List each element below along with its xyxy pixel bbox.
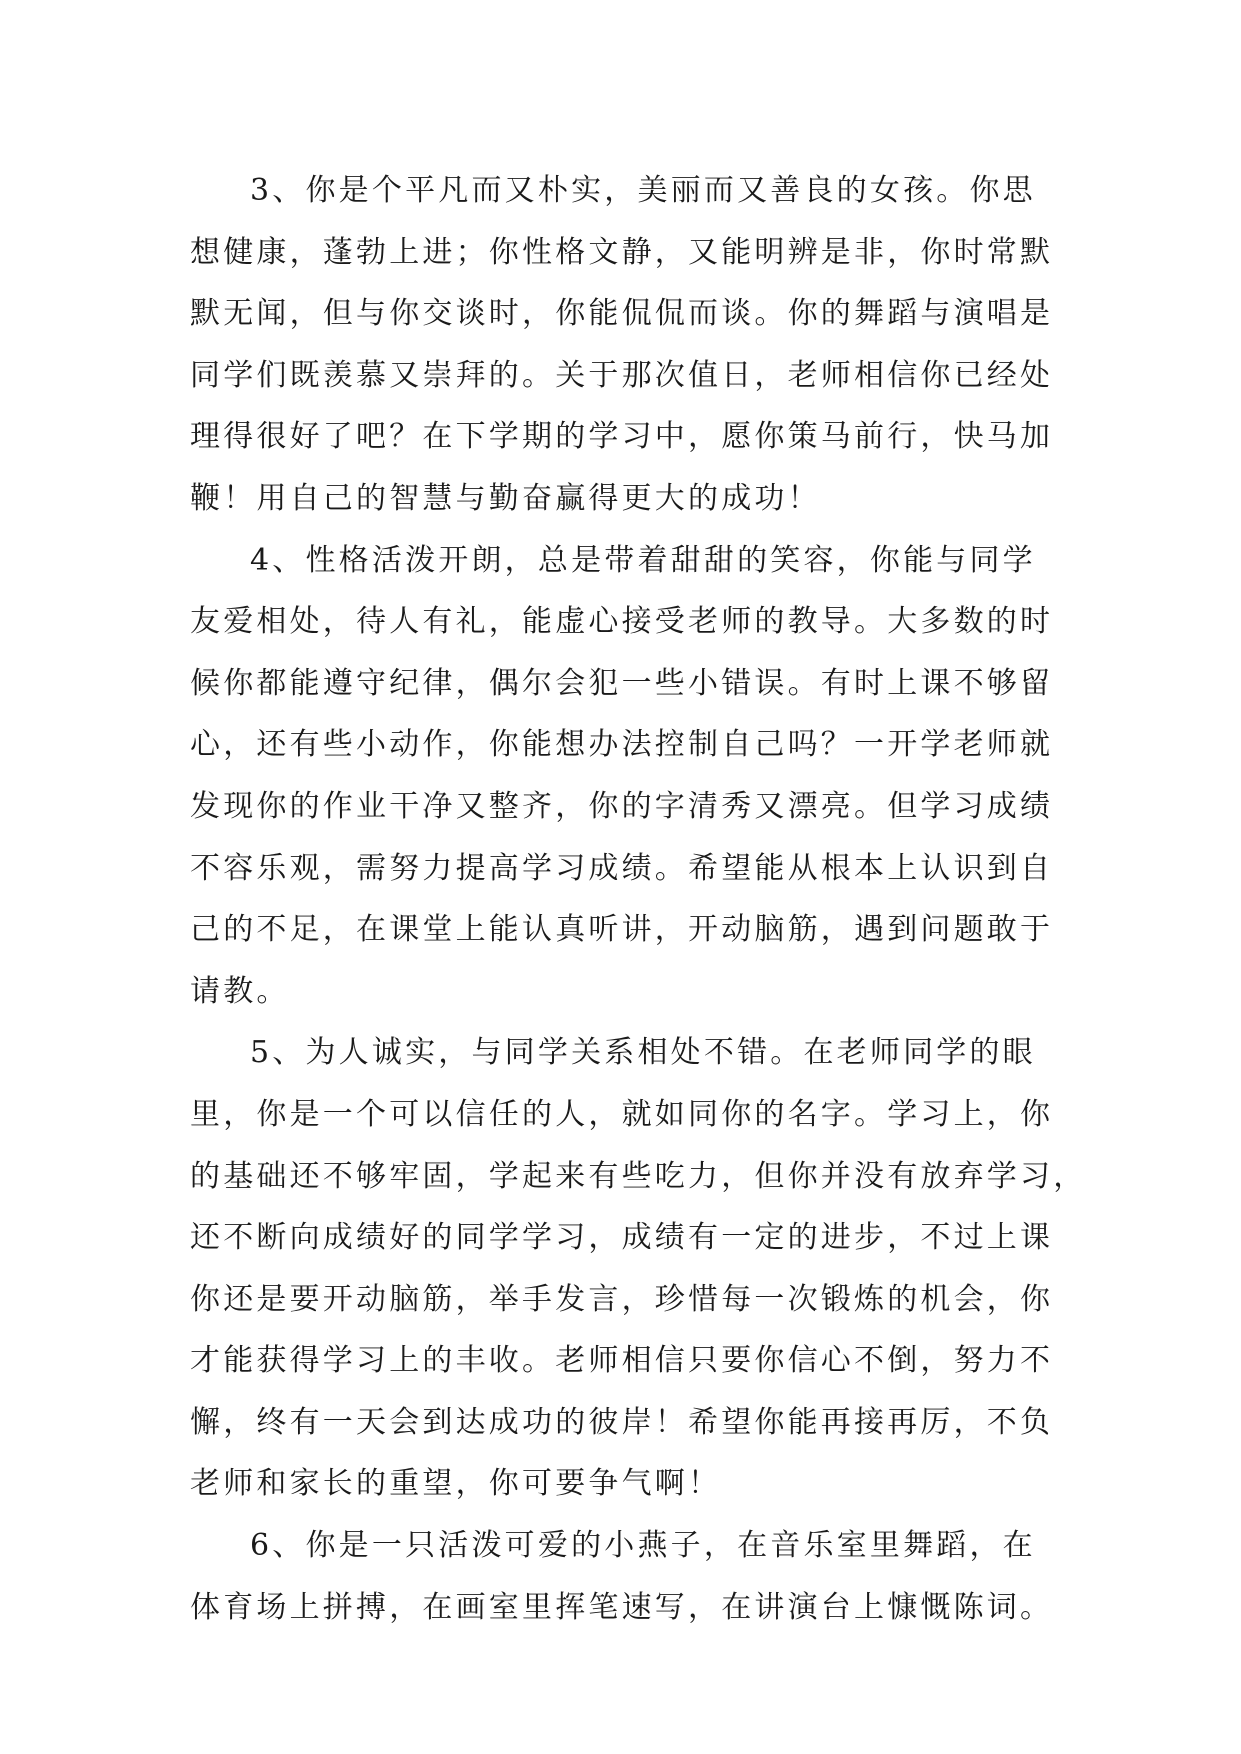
document-body [190,160,1087,1638]
paragraph-line: 己的不足，在课堂上能认真听讲，开动脑筋，遇到问题敢于 [190,912,1054,948]
paragraph-line: 6、你是一只活泼可爱的小燕子，在音乐室里舞蹈，在 [250,1528,1036,1564]
paragraph-line: 想健康，蓬勃上进；你性格文静，又能明辨是非，你时常默 [190,234,1054,270]
paragraph-line: 4、性格活泼开朗，总是带着甜甜的笑容，你能与同学 [250,542,1036,578]
paragraph-line: 5、为人诚实，与同学关系相处不错。在老师同学的眼 [250,1035,1036,1071]
paragraph-5 [190,1022,1087,1515]
paragraph-line: 不容乐观，需努力提高学习成绩。希望能从根本上认识到自 [190,850,1054,886]
paragraph-line: 体育场上拼搏，在画室里挥笔速写，在讲演台上慷慨陈词。 [190,1589,1054,1625]
paragraph-line: 的基础还不够牢固，学起来有些吃力，但你并没有放弃学习， [190,1158,1087,1194]
paragraph-3 [190,160,1060,530]
paragraph-line: 还不断向成绩好的同学学习，成绩有一定的进步，不过上课 [190,1220,1054,1256]
paragraph-line: 发现你的作业干净又整齐，你的字清秀又漂亮。但学习成绩 [190,788,1054,824]
paragraph-line: 才能获得学习上的丰收。老师相信只要你信心不倒，努力不 [190,1343,1054,1379]
paragraph-line: 老师和家长的重望，你可要争气啊！ [190,1466,722,1502]
paragraph-line: 理得很好了吧？在下学期的学习中，愿你策马前行，快马加 [190,419,1054,455]
paragraph-line: 懈，终有一天会到达成功的彼岸！希望你能再接再厉，不负 [190,1404,1054,1440]
paragraph-line: 鞭！用自己的智慧与勤奋赢得更大的成功！ [190,480,821,516]
paragraph-line: 心，还有些小动作，你能想办法控制自己吗？一开学老师就 [190,727,1054,763]
paragraph-line: 同学们既羡慕又崇拜的。关于那次值日，老师相信你已经处 [190,357,1054,393]
paragraph-line: 默无闻，但与你交谈时，你能侃侃而谈。你的舞蹈与演唱是 [190,296,1054,332]
paragraph-line: 3、你是个平凡而又朴实，美丽而又善良的女孩。你思 [250,173,1036,208]
paragraph-6 [190,1515,1060,1638]
paragraph-line: 候你都能遵守纪律，偶尔会犯一些小错误。有时上课不够留 [190,665,1054,701]
paragraph-4 [190,530,1060,1023]
paragraph-line: 里，你是一个可以信任的人，就如同你的名字。学习上，你 [190,1096,1054,1132]
paragraph-line: 你还是要开动脑筋，举手发言，珍惜每一次锻炼的机会，你 [190,1281,1054,1317]
paragraph-line: 友爱相处，待人有礼，能虚心接受老师的教导。大多数的时 [190,604,1054,640]
paragraph-line: 请教。 [190,973,290,1009]
